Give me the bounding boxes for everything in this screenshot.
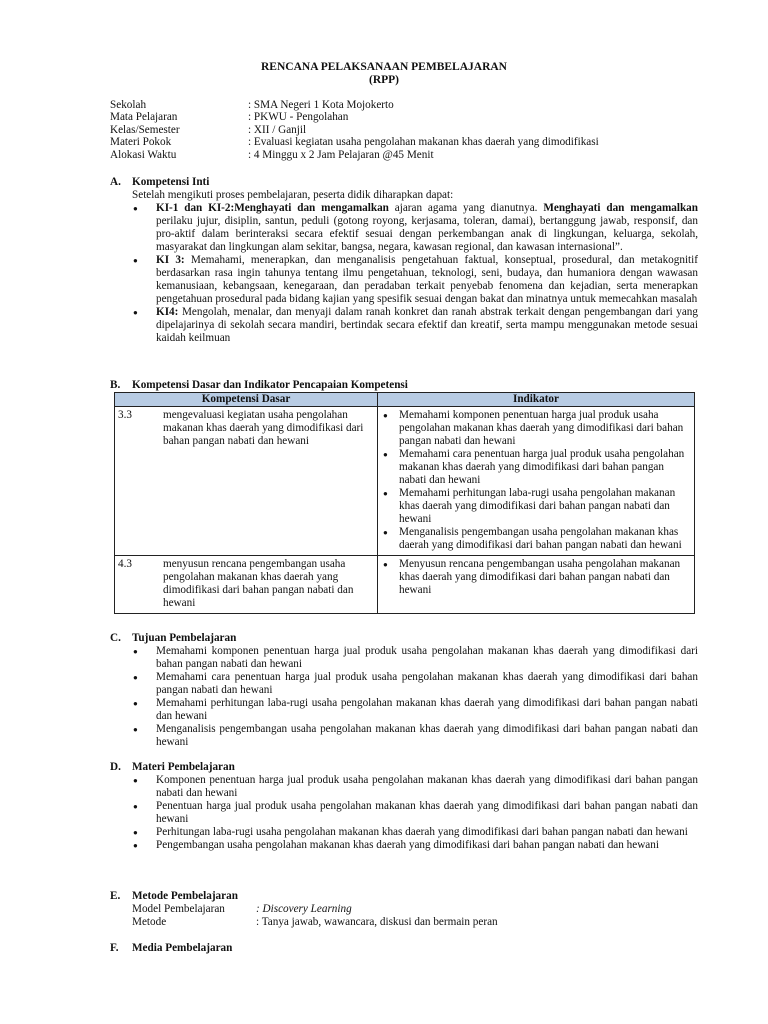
identity-value: : XII / Ganjil bbox=[248, 123, 307, 136]
identity-row bbox=[110, 111, 599, 123]
identity-row bbox=[110, 124, 599, 136]
identity-row bbox=[110, 99, 599, 111]
section-kompetensi-inti bbox=[110, 176, 698, 345]
section-letter: D. bbox=[110, 761, 121, 773]
section-letter: F. bbox=[110, 942, 119, 954]
section-tujuan bbox=[110, 632, 698, 749]
section-heading bbox=[110, 176, 698, 189]
list-item: ● Pengembangan usaha pengolahan makanan khas daerah yang dimodifikasi dari bahan pangan nabati dan hewani bbox=[132, 839, 698, 852]
identity-value: : SMA Negeri 1 Kota Mojokerto bbox=[248, 99, 394, 111]
identity-label: Alokasi Waktu bbox=[110, 148, 177, 161]
section-metode bbox=[110, 890, 698, 929]
identity-row bbox=[110, 149, 599, 161]
kd-text: menyusun rencana pengembangan usaha pengolahan makanan khas daerah yang dimodifikasi dari bahan pangan nabati dan hewani bbox=[163, 558, 354, 609]
list-item: ● Menyusun rencana pengembangan usaha pengolahan makanan khas daerah yang dimodifikasi dari bahan pangan nabati dan hewani bbox=[381, 558, 691, 597]
identity-row bbox=[110, 136, 599, 148]
indicator-list bbox=[381, 558, 691, 597]
title-sub: (RPP) bbox=[368, 74, 399, 86]
list-item bbox=[132, 254, 698, 306]
list-item: ● Memahami cara penentuan harga jual produk usaha pengolahan makanan khas daerah yang dimodifikasi dari bahan pangan nabati dan hewani bbox=[381, 448, 691, 487]
section-letter: A. bbox=[110, 176, 121, 188]
section-intro: Setelah mengikuti proses pembelajaran, peserta didik diharapkan dapat: bbox=[132, 189, 454, 201]
identity-label: Sekolah bbox=[110, 99, 147, 111]
section-title: Kompetensi Inti bbox=[132, 176, 210, 188]
section-letter: E. bbox=[110, 890, 121, 902]
section-title: Metode Pembelajaran bbox=[132, 890, 238, 902]
section-heading bbox=[110, 761, 698, 774]
kd-indicator-table bbox=[114, 392, 695, 614]
table-header-cell: Indikator bbox=[378, 393, 695, 407]
identity-value: : Evaluasi kegiatan usaha pengolahan makanan khas daerah yang dimodifikasi bbox=[248, 136, 599, 149]
list-item: ● Memahami perhitungan laba-rugi usaha pengolahan makanan khas daerah yang dimodifikasi dari bahan pangan nabati dan hewani bbox=[381, 487, 691, 526]
ki-list bbox=[110, 202, 698, 345]
table-cell-indicator bbox=[378, 407, 695, 556]
item-lead: KI4: bbox=[156, 306, 179, 318]
item-lead: KI 3: bbox=[156, 254, 185, 266]
kd-number: 3.3 bbox=[118, 409, 132, 421]
identity-label: Materi Pokok bbox=[110, 136, 172, 149]
table-cell-kd bbox=[115, 556, 378, 614]
section-kompetensi-dasar bbox=[110, 379, 698, 392]
section-heading bbox=[110, 942, 698, 955]
section-materi bbox=[110, 761, 698, 852]
identity-label: Mata Pelajaran bbox=[110, 111, 178, 124]
section-title: Tujuan Pembelajaran bbox=[132, 632, 237, 644]
table-cell-kd bbox=[115, 407, 378, 556]
table-row bbox=[115, 556, 695, 614]
metode-row bbox=[132, 903, 698, 916]
list-item: ● Menganalisis pengembangan usaha pengolahan makanan khas daerah yang dimodifikasi dari bahan pangan nabati dan hewani bbox=[132, 723, 698, 749]
section-media bbox=[110, 942, 698, 955]
table-header-row bbox=[115, 393, 695, 407]
section-letter: C. bbox=[110, 632, 121, 644]
metode-value: : Discovery Learning bbox=[256, 903, 352, 915]
metode-label: Metode bbox=[132, 916, 167, 928]
kd-number: 4.3 bbox=[118, 558, 132, 570]
section-heading bbox=[110, 379, 698, 392]
table-header-cell: Kompetensi Dasar bbox=[115, 393, 378, 407]
section-title: Media Pembelajaran bbox=[132, 942, 233, 954]
title-main: RENCANA PELAKSANAAN PEMBELAJARAN bbox=[261, 61, 507, 73]
metode-value: : Tanya jawab, wawancara, diskusi dan bermain peran bbox=[256, 916, 498, 928]
item-text: Mengolah, menalar, dan menyaji dalam ranah konkret dan ranah abstrak terkait dengan pengembangan dari yang dipelajarinya di sekolah secara mandiri, bertindak secara efektif dan kreatif, serta mampu menggunakan metode sesuai kaidah keilmuan bbox=[156, 306, 698, 344]
identity-value: : 4 Minggu x 2 Jam Pelajaran @45 Menit bbox=[248, 148, 434, 161]
section-title: Materi Pembelajaran bbox=[132, 761, 235, 773]
item-text: perilaku jujur, disiplin, santun, peduli (gotong royong, kerjasama, toleran, damai), bertanggung jawab, responsif, dan pro-aktif dalam berinteraksi secara efektif sesuai dengan perkembangan anak di lingkungan, keluarga, sekolah, masyarakat dan lingkungan alam sekitar, bangsa, negara, kawasan regional, dan kawasan internasional”. bbox=[156, 215, 698, 253]
list-item: ● Menganalisis pengembangan usaha pengolahan makanan khas daerah yang dimodifikasi dari bahan pangan nabati dan hewani bbox=[381, 526, 691, 552]
list-item: ● Memahami perhitungan laba-rugi usaha pengolahan makanan khas daerah yang dimodifikasi dari bahan pangan nabati dan hewani bbox=[132, 697, 698, 723]
list-item bbox=[132, 306, 698, 345]
indicator-list bbox=[381, 409, 691, 552]
section-heading bbox=[110, 632, 698, 645]
list-item: ● Komponen penentuan harga jual produk usaha pengolahan makanan khas daerah yang dimodifikasi dari bahan pangan nabati dan hewani bbox=[132, 774, 698, 800]
list-item: ● Perhitungan laba-rugi usaha pengolahan makanan khas daerah yang dimodifikasi dari bahan pangan nabati dan hewani bbox=[132, 826, 698, 839]
document-title bbox=[0, 61, 768, 87]
identity-label: Kelas/Semester bbox=[110, 123, 180, 136]
item-text: Memahami, menerapkan, dan menganalisis pengetahuan faktual, konseptual, prosedural, dan metakognitif berdasarkan rasa ingin tahunya tentang ilmu pengetahuan, teknologi, seni, budaya, dan humaniora dengan wawasan kemanusiaan, kebangsaan, kenegaraan, dan peradaban terkait penyebab fenomena dan kejadian, serta menerapkan pengetahuan prosedural pada bidang kajian yang spesifik sesuai dengan bakat dan minatnya untuk memecahkan masalah bbox=[156, 254, 698, 305]
materi-list bbox=[110, 774, 698, 852]
metode-row bbox=[132, 916, 698, 929]
table-cell-indicator bbox=[378, 556, 695, 614]
kd-text: mengevaluasi kegiatan usaha pengolahan makanan khas daerah yang dimodifikasi dari bahan pangan nabati dan hewani bbox=[163, 409, 364, 447]
item-lead: KI-1 dan KI-2:Menghayati dan mengamalkan bbox=[156, 202, 389, 214]
item-lead: Menghayati dan mengamalkan bbox=[543, 202, 698, 214]
identity-block bbox=[110, 99, 599, 161]
list-item: ● Memahami cara penentuan harga jual produk usaha pengolahan makanan khas daerah yang dimodifikasi dari bahan pangan nabati dan hewani bbox=[132, 671, 698, 697]
metode-label: Model Pembelajaran bbox=[132, 903, 225, 915]
list-item: ● Memahami komponen penentuan harga jual produk usaha pengolahan makanan khas daerah yang dimodifikasi dari bahan pangan nabati dan hewani bbox=[132, 645, 698, 671]
tujuan-list bbox=[110, 645, 698, 749]
table-row bbox=[115, 407, 695, 556]
list-item: ● Penentuan harga jual produk usaha pengolahan makanan khas daerah yang dimodifikasi dari bahan pangan nabati dan hewani bbox=[132, 800, 698, 826]
section-title: Kompetensi Dasar dan Indikator Pencapaian Kompetensi bbox=[132, 379, 408, 391]
list-item: ● Memahami komponen penentuan harga jual produk usaha pengolahan makanan khas daerah yang dimodifikasi dari bahan pangan nabati dan hewani bbox=[381, 409, 691, 448]
section-letter: B. bbox=[110, 379, 121, 391]
section-heading bbox=[110, 890, 698, 903]
list-item bbox=[132, 202, 698, 254]
identity-value: : PKWU - Pengolahan bbox=[248, 111, 349, 124]
item-text: ajaran agama yang dianutnya. bbox=[388, 202, 544, 214]
